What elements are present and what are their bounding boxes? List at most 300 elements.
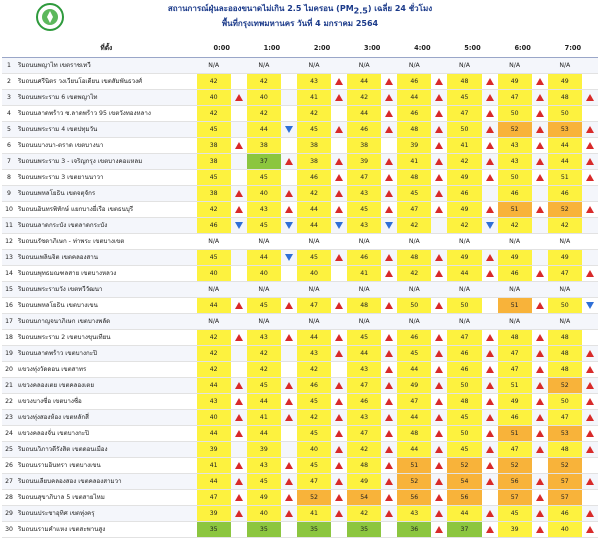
pm25-value: 48 — [397, 426, 431, 442]
trend-cell — [532, 522, 548, 538]
trend-cell — [482, 474, 498, 490]
pm25-value: 37 — [247, 154, 281, 170]
arrow-up-icon — [536, 270, 544, 277]
trend-cell — [482, 266, 498, 282]
pm25-value: 38 — [197, 138, 231, 154]
table-row — [2, 490, 598, 506]
pm25-value: 56 — [397, 490, 431, 506]
station-name: ริมถนนรามคำแหง เขตสะพานสูง — [16, 522, 197, 538]
trend-cell — [381, 106, 397, 122]
trend-cell — [582, 346, 598, 362]
arrow-up-icon — [586, 366, 594, 373]
pm25-value: 52 — [447, 458, 481, 474]
arrow-up-icon — [435, 302, 443, 309]
pm25-table — [2, 40, 598, 538]
row-number: 22 — [2, 394, 16, 410]
trend-cell — [582, 394, 598, 410]
table-header-row — [2, 40, 598, 58]
pm25-value: 47 — [397, 202, 431, 218]
arrow-up-icon — [536, 526, 544, 533]
arrow-up-icon — [285, 334, 293, 341]
arrow-up-icon — [385, 510, 393, 517]
trend-cell — [431, 74, 447, 90]
pm25-value: 49 — [498, 394, 532, 410]
arrow-up-icon — [385, 478, 393, 485]
trend-cell — [431, 346, 447, 362]
pm25-value: 42 — [247, 362, 281, 378]
row-number: 2 — [2, 74, 16, 90]
arrow-up-icon — [435, 94, 443, 101]
arrow-up-icon — [335, 446, 343, 453]
pm25-value: 41 — [347, 266, 381, 282]
trend-cell — [331, 426, 347, 442]
pm25-value: 50 — [548, 394, 582, 410]
pm25-value: 45 — [498, 506, 532, 522]
pm25-value: 40 — [197, 410, 231, 426]
arrow-up-icon — [335, 510, 343, 517]
arrow-down-icon — [335, 222, 343, 229]
trend-cell — [231, 282, 247, 298]
trend-cell — [331, 394, 347, 410]
arrow-up-icon — [385, 158, 393, 165]
pm25-value: 42 — [297, 362, 331, 378]
pm25-value: 50 — [548, 298, 582, 314]
station-name: แขวงคลองเตย เขตคลองเตย — [16, 378, 197, 394]
trend-cell — [482, 250, 498, 266]
arrow-up-icon — [435, 430, 443, 437]
arrow-up-icon — [486, 78, 494, 85]
trend-cell — [231, 266, 247, 282]
trend-cell — [231, 138, 247, 154]
arrow-up-icon — [536, 478, 544, 485]
table-row — [2, 410, 598, 426]
pm25-value: 38 — [347, 138, 381, 154]
arrow-up-icon — [235, 142, 243, 149]
arrow-up-icon — [235, 302, 243, 309]
arrow-up-icon — [486, 382, 494, 389]
trend-cell — [231, 234, 247, 250]
trend-cell — [582, 474, 598, 490]
arrow-up-icon — [235, 494, 243, 501]
arrow-up-icon — [235, 190, 243, 197]
arrow-up-icon — [385, 414, 393, 421]
pm25-value: 43 — [347, 186, 381, 202]
station-name: ริมถนนพหลโยธิน เขตบางเขน — [16, 298, 197, 314]
arrow-up-icon — [335, 190, 343, 197]
arrow-up-icon — [385, 110, 393, 117]
trend-cell — [381, 122, 397, 138]
trend-cell — [281, 522, 297, 538]
pm25-value: 47 — [297, 298, 331, 314]
pm25-value: 45 — [247, 474, 281, 490]
trend-cell — [431, 426, 447, 442]
station-name: ริมถนนรัชดาภิเษก - ท่าพระ เขตบางเขต — [16, 234, 197, 250]
pm25-value: 45 — [297, 122, 331, 138]
pm25-value: 46 — [548, 186, 582, 202]
trend-cell — [582, 154, 598, 170]
arrow-up-icon — [486, 462, 494, 469]
pm25-value: 46 — [498, 266, 532, 282]
pm25-value: 42 — [498, 218, 532, 234]
station-name: ริมถนนอินทรพิทักษ์ แยกบางยี่เรือ เขตธนบุรี — [16, 202, 197, 218]
arrow-up-icon — [435, 526, 443, 533]
arrow-up-icon — [486, 270, 494, 277]
trend-cell — [281, 490, 297, 506]
pm25-value: 42 — [347, 506, 381, 522]
trend-cell — [532, 282, 548, 298]
pm25-value: 39 — [498, 522, 532, 538]
pm25-value: 42 — [297, 186, 331, 202]
trend-cell — [381, 154, 397, 170]
trend-cell — [582, 522, 598, 538]
arrow-up-icon — [435, 398, 443, 405]
pm25-value: 45 — [247, 170, 281, 186]
trend-cell — [231, 154, 247, 170]
trend-cell — [231, 250, 247, 266]
trend-cell — [431, 314, 447, 330]
trend-cell — [281, 410, 297, 426]
arrow-up-icon — [486, 526, 494, 533]
trend-cell — [482, 138, 498, 154]
pm25-value: 42 — [247, 74, 281, 90]
arrow-up-icon — [235, 510, 243, 517]
pm25-value: 42 — [197, 346, 231, 362]
pm25-value: 44 — [447, 266, 481, 282]
arrow-up-icon — [586, 510, 594, 517]
arrow-up-icon — [486, 126, 494, 133]
pm25-value: 37 — [447, 522, 481, 538]
pm25-value: 44 — [197, 474, 231, 490]
arrow-up-icon — [285, 478, 293, 485]
trend-cell — [231, 442, 247, 458]
trend-cell — [482, 410, 498, 426]
arrow-up-icon — [586, 270, 594, 277]
arrow-up-icon — [486, 254, 494, 261]
station-name: ริมถนนพระราม 3 เขตยานนาวา — [16, 170, 197, 186]
pm25-value: 48 — [347, 298, 381, 314]
pm25-value: 46 — [347, 394, 381, 410]
pm25-value: 44 — [297, 202, 331, 218]
trend-cell — [381, 394, 397, 410]
pm25-value: 35 — [197, 522, 231, 538]
trend-cell — [582, 106, 598, 122]
trend-cell — [431, 106, 447, 122]
row-number: 14 — [2, 266, 16, 282]
trend-cell — [532, 458, 548, 474]
trend-cell — [231, 474, 247, 490]
pm25-value: N/A — [347, 234, 381, 250]
arrow-up-icon — [536, 174, 544, 181]
pm25-value: 44 — [197, 378, 231, 394]
trend-cell — [281, 330, 297, 346]
table-row — [2, 138, 598, 154]
trend-cell — [532, 186, 548, 202]
pm25-value: 47 — [297, 474, 331, 490]
trend-cell — [482, 362, 498, 378]
pm25-value: 45 — [297, 458, 331, 474]
station-name: แขวงทุ่งวัดดอน เขตสาทร — [16, 362, 197, 378]
pm25-value: 36 — [397, 522, 431, 538]
trend-cell — [281, 314, 297, 330]
arrow-down-icon — [285, 222, 293, 229]
pm25-value: 46 — [447, 362, 481, 378]
pm25-value: 42 — [247, 346, 281, 362]
pm25-value: 38 — [247, 138, 281, 154]
arrow-up-icon — [536, 414, 544, 421]
pm25-value: 50 — [397, 298, 431, 314]
station-name: ริมถนนประชาอุทิศ เขตทุ่งครุ — [16, 506, 197, 522]
table-row — [2, 234, 598, 250]
header-time: 0:00 — [197, 40, 247, 58]
trend-cell — [582, 234, 598, 250]
pm25-value: 45 — [347, 202, 381, 218]
arrow-down-icon — [285, 254, 293, 261]
trend-cell — [281, 378, 297, 394]
trend-cell — [231, 346, 247, 362]
trend-cell — [582, 298, 598, 314]
row-number: 12 — [2, 234, 16, 250]
arrow-up-icon — [285, 398, 293, 405]
trend-cell — [281, 58, 297, 74]
table-row — [2, 122, 598, 138]
trend-cell — [431, 442, 447, 458]
row-number: 3 — [2, 90, 16, 106]
pm25-value: 54 — [347, 490, 381, 506]
row-number: 28 — [2, 490, 16, 506]
arrow-up-icon — [536, 366, 544, 373]
table-row — [2, 378, 598, 394]
arrow-up-icon — [536, 446, 544, 453]
pm25-value: 42 — [447, 218, 481, 234]
trend-cell — [231, 58, 247, 74]
trend-cell — [381, 330, 397, 346]
pm25-value: 47 — [447, 330, 481, 346]
pm25-value: 35 — [247, 522, 281, 538]
pm25-value: 42 — [548, 218, 582, 234]
trend-cell — [532, 378, 548, 394]
arrow-up-icon — [235, 478, 243, 485]
header-time: 1:00 — [247, 40, 297, 58]
trend-cell — [482, 442, 498, 458]
table-row — [2, 58, 598, 74]
table-row — [2, 506, 598, 522]
pm25-value: 49 — [347, 474, 381, 490]
trend-cell — [431, 90, 447, 106]
arrow-up-icon — [385, 446, 393, 453]
trend-cell — [431, 154, 447, 170]
station-name: ริมถนนเพลินจิต เขตคลองสาน — [16, 250, 197, 266]
pm25-value: 45 — [447, 90, 481, 106]
trend-cell — [231, 314, 247, 330]
trend-cell — [582, 74, 598, 90]
trend-cell — [331, 330, 347, 346]
row-number: 27 — [2, 474, 16, 490]
pm25-value: 44 — [297, 330, 331, 346]
pm25-value: 45 — [297, 250, 331, 266]
pm25-value: 48 — [347, 458, 381, 474]
trend-cell — [331, 266, 347, 282]
pm25-value: 39 — [247, 442, 281, 458]
pm25-value: N/A — [247, 58, 281, 74]
station-name: ริมถนนกาญจนาภิเษก เขตบางพลัด — [16, 314, 197, 330]
pm25-value: 35 — [347, 522, 381, 538]
arrow-up-icon — [435, 206, 443, 213]
pm25-value: 45 — [197, 170, 231, 186]
trend-cell — [482, 378, 498, 394]
pm25-value: 51 — [498, 202, 532, 218]
arrow-up-icon — [285, 510, 293, 517]
trend-cell — [281, 154, 297, 170]
pm25-value: 45 — [297, 394, 331, 410]
trend-cell — [381, 458, 397, 474]
trend-cell — [231, 330, 247, 346]
table-row — [2, 330, 598, 346]
arrow-up-icon — [586, 94, 594, 101]
trend-cell — [381, 282, 397, 298]
pm25-value: 49 — [397, 378, 431, 394]
trend-cell — [582, 282, 598, 298]
trend-cell — [532, 250, 548, 266]
pm25-value: N/A — [297, 58, 331, 74]
pm25-value: 50 — [548, 106, 582, 122]
trend-cell — [331, 186, 347, 202]
pm25-value: 47 — [548, 266, 582, 282]
station-name: ริมถนนพระราม 2 เขตบางขุนเทียน — [16, 330, 197, 346]
pm25-value: N/A — [498, 282, 532, 298]
pm25-value: 43 — [498, 138, 532, 154]
pm25-value: 44 — [347, 346, 381, 362]
header-time: 5:00 — [447, 40, 497, 58]
table-row — [2, 186, 598, 202]
trend-cell — [482, 346, 498, 362]
trend-cell — [582, 90, 598, 106]
trend-cell — [281, 282, 297, 298]
arrow-up-icon — [536, 510, 544, 517]
trend-cell — [381, 298, 397, 314]
trend-cell — [331, 378, 347, 394]
pm25-value: 44 — [397, 90, 431, 106]
pm25-value: N/A — [498, 314, 532, 330]
page-title — [0, 3, 600, 30]
pm25-value: 47 — [347, 426, 381, 442]
trend-cell — [582, 458, 598, 474]
trend-cell — [331, 506, 347, 522]
table-row — [2, 362, 598, 378]
row-number: 9 — [2, 186, 16, 202]
arrow-up-icon — [435, 254, 443, 261]
pm25-value: 56 — [447, 490, 481, 506]
arrow-up-icon — [435, 110, 443, 117]
arrow-up-icon — [335, 478, 343, 485]
pm25-value: N/A — [297, 314, 331, 330]
arrow-up-icon — [486, 158, 494, 165]
trend-cell — [381, 506, 397, 522]
trend-cell — [331, 442, 347, 458]
pm25-value: 50 — [498, 106, 532, 122]
trend-cell — [532, 346, 548, 362]
pm25-value: 50 — [447, 298, 481, 314]
pm25-value: 38 — [197, 186, 231, 202]
pm25-value: 48 — [548, 90, 582, 106]
arrow-up-icon — [235, 430, 243, 437]
arrow-up-icon — [536, 126, 544, 133]
arrow-up-icon — [335, 78, 343, 85]
pm25-value: 44 — [247, 250, 281, 266]
pm25-value: 42 — [297, 410, 331, 426]
trend-cell — [281, 234, 297, 250]
trend-cell — [532, 474, 548, 490]
pm25-value: 50 — [447, 122, 481, 138]
trend-cell — [431, 234, 447, 250]
trend-cell — [281, 346, 297, 362]
arrow-up-icon — [385, 398, 393, 405]
row-number: 23 — [2, 410, 16, 426]
pm25-value: 47 — [498, 362, 532, 378]
trend-cell — [582, 266, 598, 282]
trend-cell — [281, 90, 297, 106]
pm25-value: 44 — [397, 442, 431, 458]
pm25-value: 43 — [247, 458, 281, 474]
pm25-value: N/A — [397, 282, 431, 298]
title-text-end: ) เฉลี่ย 24 ชั่วโมง — [367, 4, 433, 13]
trend-cell — [231, 426, 247, 442]
trend-cell — [231, 410, 247, 426]
pm25-value: 48 — [548, 346, 582, 362]
arrow-up-icon — [536, 494, 544, 501]
table-row — [2, 298, 598, 314]
pm25-value: 51 — [498, 298, 532, 314]
trend-cell — [331, 314, 347, 330]
trend-cell — [381, 378, 397, 394]
pm25-value: 49 — [247, 490, 281, 506]
arrow-up-icon — [385, 302, 393, 309]
arrow-up-icon — [435, 382, 443, 389]
station-name: ริมถนนบางนา-ตราด เขตบางนา — [16, 138, 197, 154]
pm25-value: 48 — [548, 330, 582, 346]
arrow-up-icon — [385, 430, 393, 437]
arrow-up-icon — [285, 382, 293, 389]
pm25-value: 51 — [397, 458, 431, 474]
pm25-value: 43 — [397, 506, 431, 522]
arrow-up-icon — [435, 270, 443, 277]
table-row — [2, 426, 598, 442]
arrow-up-icon — [335, 126, 343, 133]
arrow-up-icon — [435, 190, 443, 197]
header-time: 6:00 — [498, 40, 548, 58]
pm25-value: 47 — [397, 394, 431, 410]
trend-cell — [231, 106, 247, 122]
pm25-value: 41 — [247, 410, 281, 426]
pm25-value: 46 — [548, 506, 582, 522]
trend-cell — [482, 90, 498, 106]
arrow-down-icon — [285, 126, 293, 133]
header-time: 7:00 — [548, 40, 598, 58]
pm25-value: N/A — [397, 314, 431, 330]
pm25-value: N/A — [247, 234, 281, 250]
trend-cell — [281, 202, 297, 218]
trend-cell — [331, 154, 347, 170]
pm25-value: 46 — [197, 218, 231, 234]
trend-cell — [231, 90, 247, 106]
pm25-value: 45 — [447, 410, 481, 426]
trend-cell — [482, 170, 498, 186]
pm25-value: 48 — [397, 122, 431, 138]
pm25-value: 47 — [447, 106, 481, 122]
header-location: ที่ตั้ง — [16, 40, 197, 58]
trend-cell — [431, 506, 447, 522]
trend-cell — [231, 458, 247, 474]
trend-cell — [331, 234, 347, 250]
